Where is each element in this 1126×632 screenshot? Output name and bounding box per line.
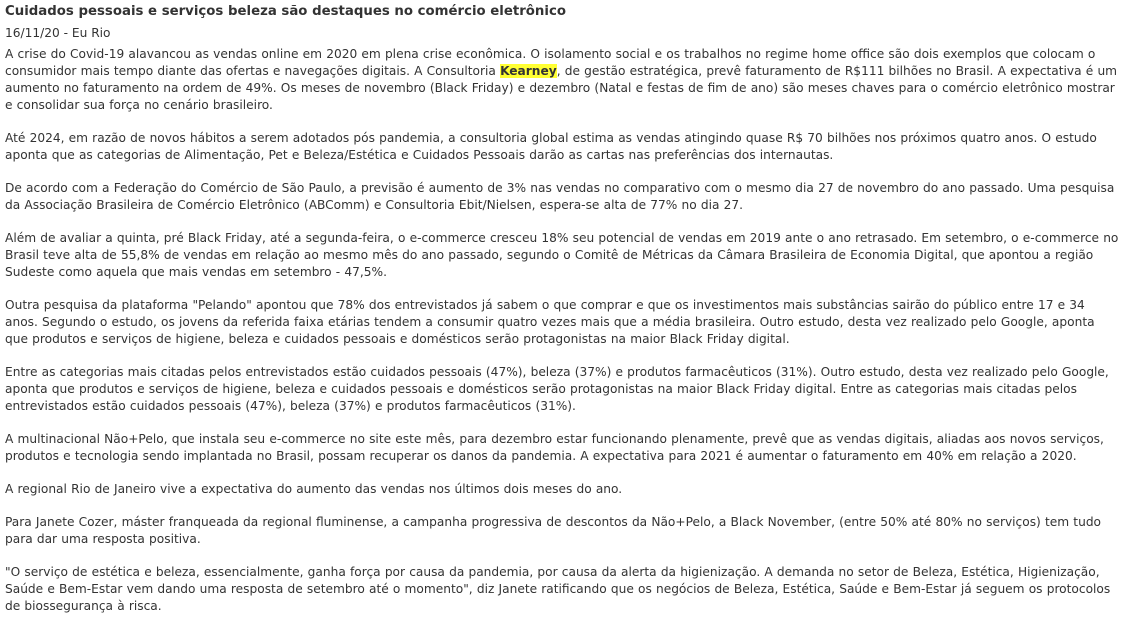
paragraph-1 <box>5 46 1120 114</box>
meta-separator: - <box>59 26 72 40</box>
paragraph-5: Outra pesquisa da plataforma "Pelando" apontou que 78% dos entrevistados já sabem o que comprar e que os investimentos mais substâncias sairão do público entre 17 e 34 anos. Segundo o estudo, os jovens da referida faixa etárias tendem a consumir quatro vezes mais que a média brasileira. Outro estudo, desta vez realizado pelo Google, aponta que produtos e serviços de higiene, beleza e cuidados pessoais e domésticos serão protagonistas na maior Black Friday digital. <box>5 298 1095 346</box>
article-source: Eu Rio <box>71 26 111 40</box>
paragraph-10: "O serviço de estética e beleza, essencialmente, ganha força por causa da pandemia, por causa da alerta da higienização. A demanda no setor de Beleza, Estética, Higienização, Saúde e Bem-Estar vem dando uma resposta de setembro até o momento", diz Janete ratificando que os negócios de Beleza, Estética, Saúde e Bem-Estar já seguem os protocolos de biossegurança à risca. <box>5 565 1111 613</box>
paragraph-7: A multinacional Não+Pelo, que instala seu e-commerce no site este mês, para dezembro estar funcionando plenamente, prevê que as vendas digitais, aliadas aos novos serviços, produtos e tecnologia sendo implantada no Brasil, possam recuperar os danos da pandemia. A expectativa para 2021 é aumentar o faturamento em 40% em relação a 2020. <box>5 432 1104 463</box>
paragraph-8: A regional Rio de Janeiro vive a expectativa do aumento das vendas nos últimos dois meses do ano. <box>5 482 623 496</box>
article-meta <box>5 25 1120 42</box>
highlighted-term: Kearney <box>500 64 557 78</box>
article-title: Cuidados pessoais e serviços beleza são destaques no comércio eletrônico <box>5 4 566 19</box>
paragraph-3: De acordo com a Federação do Comércio de São Paulo, a previsão é aumento de 3% nas vendas no comparativo com o mesmo dia 27 de novembro do ano passado. Uma pesquisa da Associação Brasileira de Comércio Eletrônico (ABComm) e Consultoria Ebit/Nielsen, espera-se alta de 77% no dia 27. <box>5 181 1115 212</box>
paragraph-9: Para Janete Cozer, máster franqueada da regional fluminense, a campanha progressiva de descontos da Não+Pelo, a Black November, (entre 50% até 80% no serviços) tem tudo para dar uma resposta positiva. <box>5 515 1102 546</box>
paragraph-6: Entre as categorias mais citadas pelos entrevistados estão cuidados pessoais (47%), beleza (37%) e produtos farmacêuticos (31%). Outro estudo, desta vez realizado pelo Google, aponta que produtos e serviços de higiene, beleza e cuidados pessoais e domésticos serão protagonistas na maior Black Friday digital. Entre as categorias mais citadas pelos entrevistados estão cuidados pessoais (47%), beleza (37%) e produtos farmacêuticos (31%). <box>5 365 1109 413</box>
paragraph-1-end: , de gestão estratégica, prevê faturamento de R$111 bilhões no Brasil. A expectativa é um aumento no faturamento na ordem de 49%. Os meses de novembro (Black Friday) e dezembro (Natal e festas de fim de ano) são meses chaves para o comércio eletrônico mostrar e consolidar sua força no cenário brasileiro. <box>5 64 1118 112</box>
paragraph-2: Até 2024, em razão de novos hábitos a serem adotados pós pandemia, a consultoria global estima as vendas atingindo quase R$ 70 bilhões nos próximos quatro anos. O estudo aponta que as categorias de Alimentação, Pet e Beleza/Estética e Cuidados Pessoais darão as cartas nas preferências dos internautas. <box>5 131 1097 162</box>
article-date: 16/11/20 <box>5 26 60 40</box>
paragraph-4: Além de avaliar a quinta, pré Black Friday, até a segunda-feira, o e-commerce cresceu 18% seu potencial de vendas em 2019 ante o ano retrasado. Em setembro, o e-commerce no Brasil teve alta de 55,8% de vendas em relação ao mesmo mês do ano passado, segundo o Comitê de Métricas da Câmara Brasileira de Economia Digital, que apontou a região Sudeste como aquela que mais vendas em setembro - 47,5%. <box>5 231 1119 279</box>
paragraph-1-start: A crise do Covid-19 alavancou as vendas online em 2020 em plena crise econômica. O isolamento social e os trabalhos no regime home office são dois exemplos que colocam o consumidor mais tempo diante das ofertas e navegações digitais. A Consultoria <box>5 47 1096 78</box>
